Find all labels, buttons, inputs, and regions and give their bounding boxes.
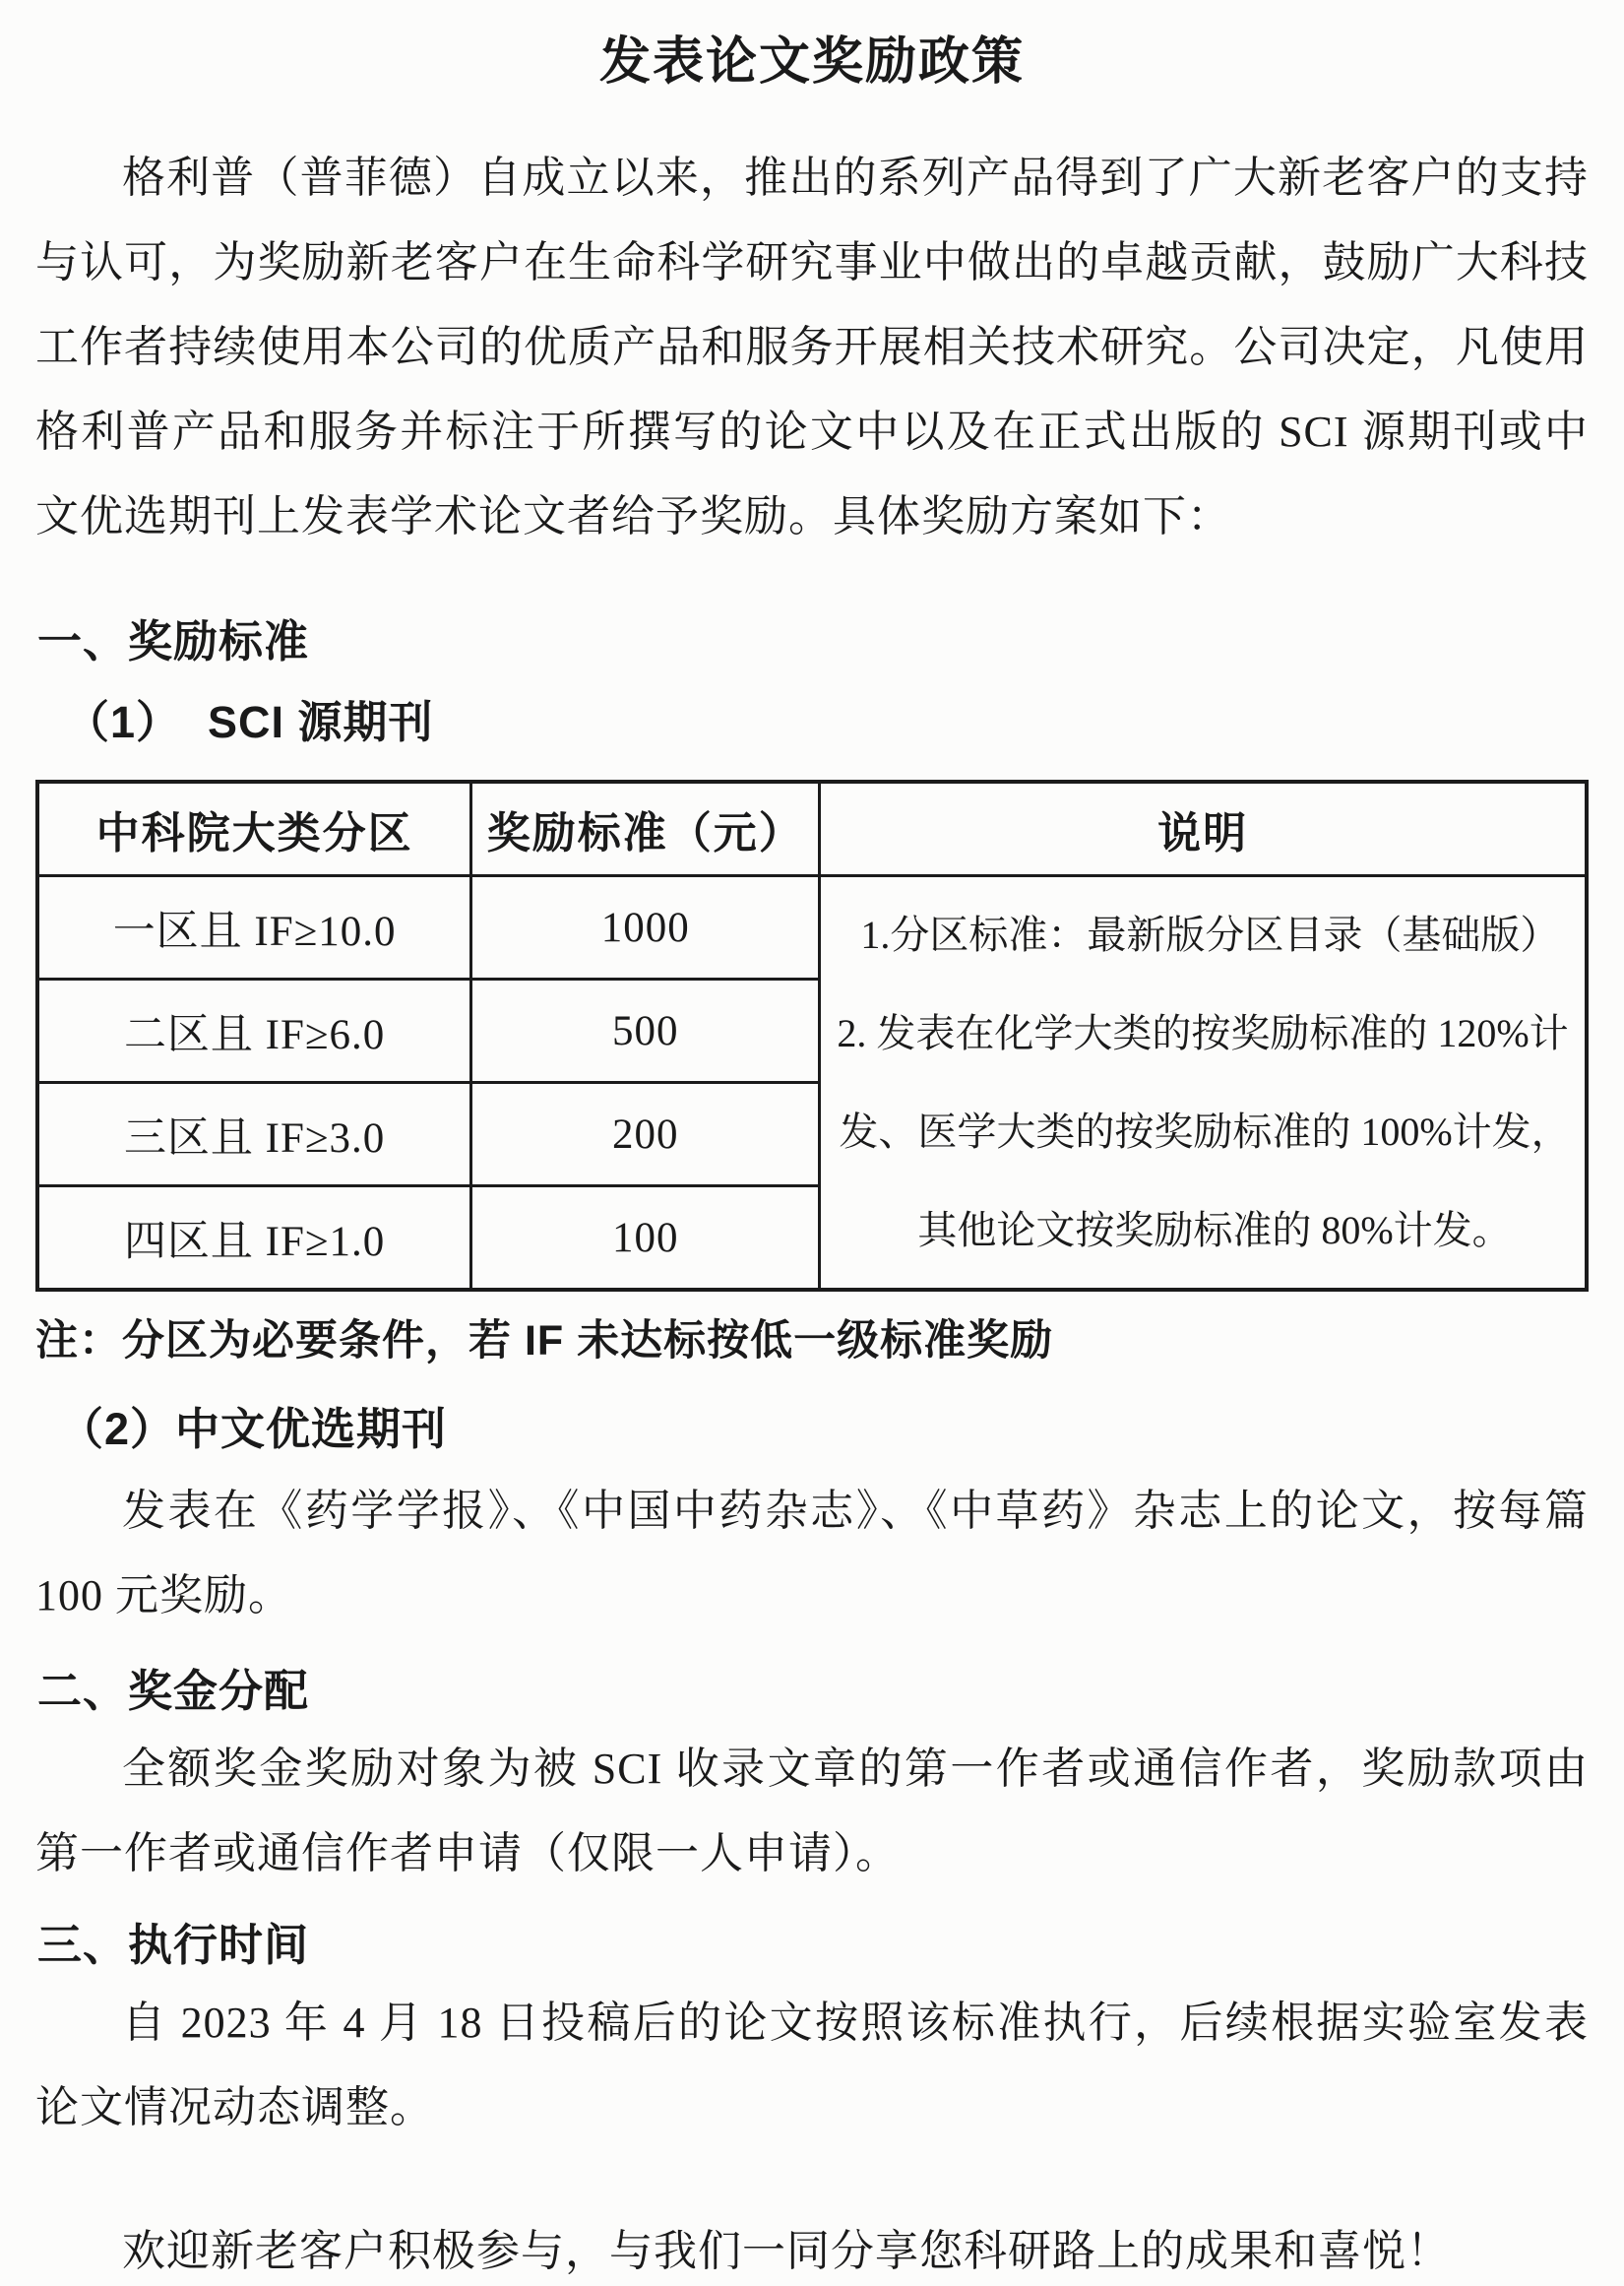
table-row [37,876,1587,980]
chinese-journal-paragraph: 发表在《药学学报》、《中国中药杂志》、《中草药》杂志上的论文，按每篇 100 元奖励。 [35,1487,1589,1619]
column-header-amount: 奖励标准（元） [471,782,820,876]
note-line: 发、医学大类的按奖励标准的 100%计发， [839,1109,1571,1154]
amount-cell: 100 [471,1186,820,1291]
section-heading-reward-standard: 一、奖励标准 [37,616,310,667]
amount-cell: 1000 [471,876,820,980]
note-line: 其他论文按奖励标准的 80%计发。 [917,1207,1512,1252]
subheading-sci-journal: （1） SCI 源期刊 [65,697,434,747]
table-footnote: 注：分区为必要条件，若 IF 未达标按低一级标准奖励 [35,1317,1054,1365]
section-heading-execution-time: 三、执行时间 [37,1920,310,1970]
note-line: 1.分区标准：最新版分区目录（基础版） [860,912,1560,957]
zone-cell: 四区且 IF≥1.0 [37,1186,471,1291]
column-header-notes: 说明 [820,782,1587,876]
intro-paragraph: 格利普（普菲德）自成立以来，推出的系列产品得到了广大新老客户的支持与认可，为奖励新老客户在生命科学研究事业中做出的卓越贡献，鼓励广大科技工作者持续使用本公司的优质产品和服务开展相关技术研究。公司决定，凡使用格利普产品和服务并标注于所撰写的论文中以及在正式出版的 SCI 源期刊或中文优选期刊上发表学术论文者给予奖励。具体奖励方案如下： [35,154,1589,540]
section-heading-bonus-allocation: 二、奖金分配 [37,1666,310,1716]
execution-time-paragraph: 自 2023 年 4 月 18 日投稿后的论文按照该标准执行，后续根据实验室发表论文情况动态调整。 [35,1999,1589,2131]
amount-cell: 200 [471,1083,820,1186]
subheading-chinese-journal: （2）中文优选期刊 [59,1404,448,1454]
amount-cell: 500 [471,980,820,1083]
zone-cell: 二区且 IF≥6.0 [37,980,471,1083]
zone-cell: 三区且 IF≥3.0 [37,1083,471,1186]
zone-cell: 一区且 IF≥10.0 [37,876,471,980]
notes-cell [820,876,1587,1291]
column-header-zone: 中科院大类分区 [37,782,471,876]
closing-paragraph: 欢迎新老客户积极参与，与我们一同分享您科研路上的成果和喜悦！ [122,2227,1451,2275]
bonus-allocation-paragraph: 全额奖金奖励对象为被 SCI 收录文章的第一作者或通信作者，奖励款项由第一作者或通信作者申请（仅限一人申请）。 [35,1745,1589,1877]
page-title: 发表论文奖励政策 [598,33,1025,91]
note-line: 2. 发表在化学大类的按奖励标准的 120%计 [837,1010,1569,1055]
table-header-row [37,782,1587,876]
sci-reward-table [35,780,1589,1292]
